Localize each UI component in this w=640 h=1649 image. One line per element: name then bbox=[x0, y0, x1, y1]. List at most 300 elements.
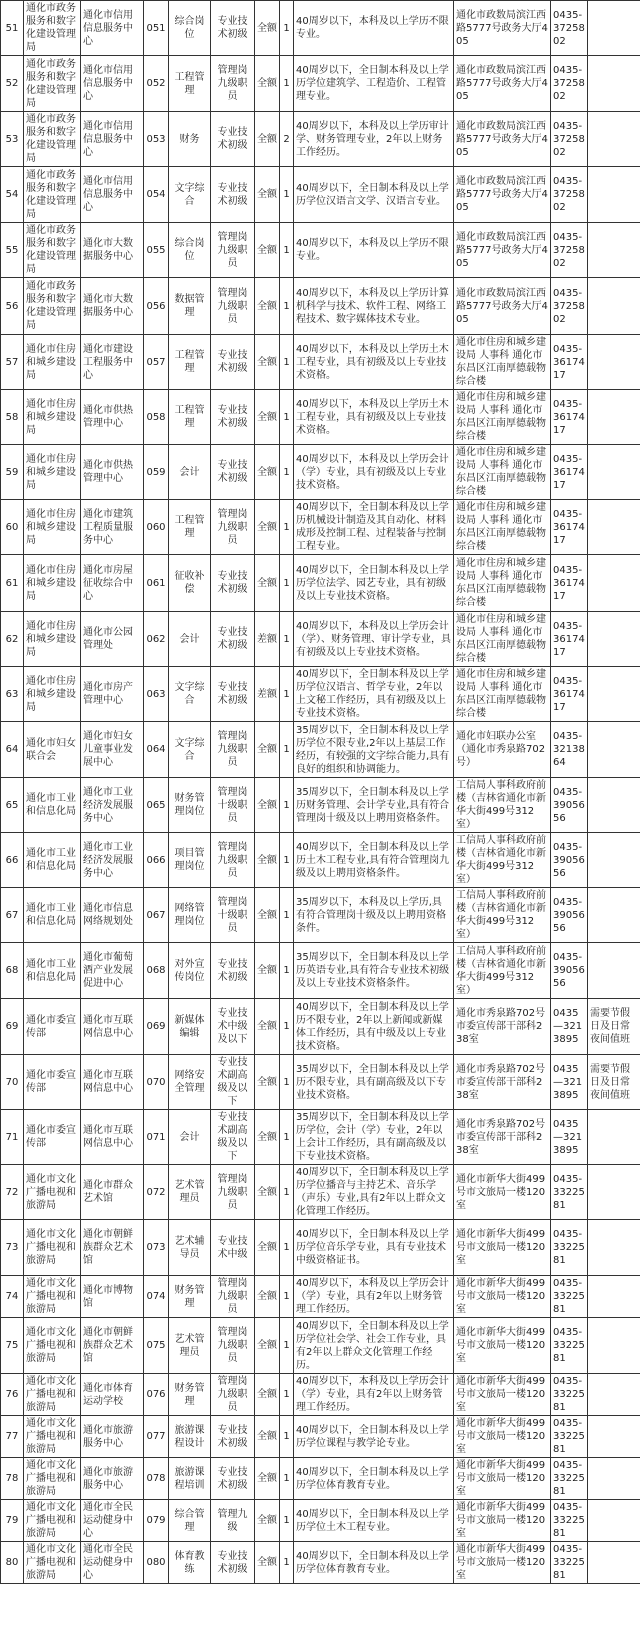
employer-unit: 通化市工业经济发展服务中心 bbox=[81, 833, 144, 888]
post-code: 063 bbox=[144, 667, 169, 722]
requirements: 40周岁以下，全日制本科及以上学历学位播音与主持艺术、音乐学（声乐）专业,具有2年以上群众文化管理工作经历。 bbox=[294, 1165, 454, 1220]
employer-unit: 通化市房屋征收综合中心 bbox=[81, 555, 144, 612]
department: 通化市住房和城乡建设局 bbox=[24, 445, 81, 500]
table-row bbox=[1, 1500, 640, 1542]
department: 通化市委宣传部 bbox=[24, 1055, 81, 1110]
post-type: 专业技术初级 bbox=[211, 1458, 255, 1500]
requirements: 40周岁以下，全日制本科及以上学历学位音乐学专业，具有专业技术中级资格证书。 bbox=[294, 1220, 454, 1276]
post-name: 艺术辅导员 bbox=[169, 1220, 211, 1276]
hire-count: 1 bbox=[280, 1220, 294, 1276]
post-code: 055 bbox=[144, 223, 169, 278]
funding-type: 全额 bbox=[255, 167, 280, 223]
remark bbox=[588, 1220, 640, 1276]
post-code: 067 bbox=[144, 888, 169, 943]
post-type: 管理岗十级职员 bbox=[211, 778, 255, 833]
row-number: 71 bbox=[1, 1110, 24, 1165]
hire-count: 1 bbox=[280, 667, 294, 722]
department: 通化市妇女联合会 bbox=[24, 722, 81, 778]
remark bbox=[588, 1110, 640, 1165]
post-type: 专业技术中级及以下 bbox=[211, 999, 255, 1055]
contact-address: 通化市住房和城乡建设局 人事科 通化市东昌区江南厚德载物综合楼 bbox=[454, 335, 551, 390]
funding-type: 全额 bbox=[255, 500, 280, 555]
contact-address: 通化市住房和城乡建设局 人事科 通化市东昌区江南厚德载物综合楼 bbox=[454, 555, 551, 612]
hire-count: 1 bbox=[280, 1542, 294, 1584]
funding-type: 全额 bbox=[255, 278, 280, 335]
row-number: 57 bbox=[1, 335, 24, 390]
contact-phone: 0435-3617417 bbox=[551, 445, 588, 500]
contact-address: 通化市政数局滨江西路5777号政务大厅405 bbox=[454, 167, 551, 223]
table-row bbox=[1, 278, 640, 335]
hire-count: 1 bbox=[280, 278, 294, 335]
remark: 需要节假日及日常夜间值班 bbox=[588, 999, 640, 1055]
contact-address: 通化市政数局滨江西路5777号政务大厅405 bbox=[454, 1, 551, 56]
post-code: 076 bbox=[144, 1374, 169, 1416]
contact-phone: 0435-3725802 bbox=[551, 223, 588, 278]
post-code: 057 bbox=[144, 335, 169, 390]
contact-address: 通化市新华大街499号市文旅局一楼120室 bbox=[454, 1416, 551, 1458]
employer-unit: 通化市全民运动健身中心 bbox=[81, 1542, 144, 1584]
table-row bbox=[1, 999, 640, 1055]
employer-unit: 通化市信用信息服务中心 bbox=[81, 112, 144, 167]
post-code: 061 bbox=[144, 555, 169, 612]
contact-phone: 0435-3905656 bbox=[551, 833, 588, 888]
post-type: 专业技术初级 bbox=[211, 667, 255, 722]
table-row bbox=[1, 223, 640, 278]
requirements: 40周岁以下，全日制本科及以上学历学位课程与教学论专业。 bbox=[294, 1416, 454, 1458]
post-code: 071 bbox=[144, 1110, 169, 1165]
hire-count: 1 bbox=[280, 888, 294, 943]
contact-phone: 0435-3725802 bbox=[551, 112, 588, 167]
remark bbox=[588, 1542, 640, 1584]
requirements: 35周岁以下，全日制本科及以上学历学位，会计（学）专业，2年以上会计工作经历，具有副高级及以下专业技术资格。 bbox=[294, 1110, 454, 1165]
employer-unit: 通化市大数据服务中心 bbox=[81, 278, 144, 335]
department: 通化市文化广播电视和旅游局 bbox=[24, 1416, 81, 1458]
remark bbox=[588, 445, 640, 500]
hire-count: 1 bbox=[280, 1110, 294, 1165]
table-row bbox=[1, 390, 640, 445]
table-row bbox=[1, 1276, 640, 1318]
requirements: 40周岁以下，全日制本科及以上学历学位体育教育专业。 bbox=[294, 1458, 454, 1500]
requirements: 40周岁以下，本科及以上学历会计（学）专业，具有2年以上财务管理工作经历。 bbox=[294, 1374, 454, 1416]
row-number: 59 bbox=[1, 445, 24, 500]
post-type: 专业技术初级 bbox=[211, 167, 255, 223]
row-number: 61 bbox=[1, 555, 24, 612]
hire-count: 1 bbox=[280, 335, 294, 390]
row-number: 73 bbox=[1, 1220, 24, 1276]
post-code: 060 bbox=[144, 500, 169, 555]
row-number: 70 bbox=[1, 1055, 24, 1110]
contact-address: 通化市政数局滨江西路5777号政务大厅405 bbox=[454, 223, 551, 278]
table-row bbox=[1, 667, 640, 722]
table-row bbox=[1, 500, 640, 555]
table-row bbox=[1, 943, 640, 999]
table-row bbox=[1, 1374, 640, 1416]
contact-phone: 0435-3617417 bbox=[551, 390, 588, 445]
employer-unit: 通化市工业经济发展服务中心 bbox=[81, 778, 144, 833]
hire-count: 1 bbox=[280, 833, 294, 888]
post-type: 管理岗九级职员 bbox=[211, 223, 255, 278]
requirements: 35周岁以下，全日制本科及以上学历英语专业,具有符合专业技术初级及以上专业技术资格条件。 bbox=[294, 943, 454, 999]
post-type: 专业技术初级 bbox=[211, 335, 255, 390]
row-number: 66 bbox=[1, 833, 24, 888]
hire-count: 1 bbox=[280, 1318, 294, 1374]
post-name: 文字综合 bbox=[169, 667, 211, 722]
row-number: 51 bbox=[1, 1, 24, 56]
department: 通化市政务服务和数字化建设管理局 bbox=[24, 223, 81, 278]
post-type: 专业技术初级 bbox=[211, 445, 255, 500]
department: 通化市文化广播电视和旅游局 bbox=[24, 1276, 81, 1318]
post-type: 专业技术中级 bbox=[211, 1220, 255, 1276]
funding-type: 全额 bbox=[255, 1458, 280, 1500]
contact-phone: 0435-3617417 bbox=[551, 500, 588, 555]
contact-phone: 0435-3725802 bbox=[551, 1, 588, 56]
row-number: 60 bbox=[1, 500, 24, 555]
requirements: 40周岁以下，全日制本科及以上学历学位汉语言文学、汉语言专业。 bbox=[294, 167, 454, 223]
remark bbox=[588, 500, 640, 555]
department: 通化市工业和信息化局 bbox=[24, 888, 81, 943]
hire-count: 1 bbox=[280, 1, 294, 56]
table-row bbox=[1, 1416, 640, 1458]
post-code: 054 bbox=[144, 167, 169, 223]
hire-count: 1 bbox=[280, 1374, 294, 1416]
contact-phone: 0435-3905656 bbox=[551, 943, 588, 999]
funding-type: 全额 bbox=[255, 1110, 280, 1165]
table-row bbox=[1, 1542, 640, 1584]
requirements: 40周岁以下，全日制本科及以上学历学位建筑学、工程造价、工程管理专业。 bbox=[294, 56, 454, 112]
employer-unit: 通化市旅游服务中心 bbox=[81, 1416, 144, 1458]
row-number: 65 bbox=[1, 778, 24, 833]
row-number: 53 bbox=[1, 112, 24, 167]
row-number: 63 bbox=[1, 667, 24, 722]
funding-type: 全额 bbox=[255, 1416, 280, 1458]
row-number: 56 bbox=[1, 278, 24, 335]
post-type: 专业技术初级 bbox=[211, 612, 255, 667]
row-number: 64 bbox=[1, 722, 24, 778]
remark bbox=[588, 112, 640, 167]
requirements: 40周岁以下，本科及以上学历会计（学）、财务管理、审计学专业，具有初级及以上专业技术资格。 bbox=[294, 612, 454, 667]
employer-unit: 通化市旅游服务中心 bbox=[81, 1458, 144, 1500]
contact-phone: 0435—3213895 bbox=[551, 1055, 588, 1110]
requirements: 40周岁以下，本科及以上学历会计（学）专业，具有2年以上财务管理工作经历。 bbox=[294, 1276, 454, 1318]
contact-address: 通化市秀泉路702号市委宣传部干部科238室 bbox=[454, 1110, 551, 1165]
hire-count: 1 bbox=[280, 612, 294, 667]
requirements: 40周岁以下，全日制本科及以上学历土木工程专业,具有符合管理岗九级及以上聘用资格条件。 bbox=[294, 833, 454, 888]
post-name: 艺术管理员 bbox=[169, 1165, 211, 1220]
post-type: 管理岗九级职员 bbox=[211, 1318, 255, 1374]
post-code: 068 bbox=[144, 943, 169, 999]
remark bbox=[588, 667, 640, 722]
remark bbox=[588, 943, 640, 999]
post-type: 管理岗九级职员 bbox=[211, 1276, 255, 1318]
post-code: 069 bbox=[144, 999, 169, 1055]
contact-phone: 0435-3322581 bbox=[551, 1500, 588, 1542]
table-row bbox=[1, 1055, 640, 1110]
funding-type: 全额 bbox=[255, 1, 280, 56]
table-row bbox=[1, 1458, 640, 1500]
post-code: 073 bbox=[144, 1220, 169, 1276]
table-row bbox=[1, 555, 640, 612]
contact-address: 通化市住房和城乡建设局 人事科 通化市东昌区江南厚德载物综合楼 bbox=[454, 390, 551, 445]
post-type: 管理岗九级职员 bbox=[211, 833, 255, 888]
hire-count: 1 bbox=[280, 1276, 294, 1318]
remark bbox=[588, 390, 640, 445]
remark bbox=[588, 167, 640, 223]
employer-unit: 通化市信用信息服务中心 bbox=[81, 56, 144, 112]
table-row bbox=[1, 612, 640, 667]
employer-unit: 通化市建筑工程质量服务中心 bbox=[81, 500, 144, 555]
requirements: 40周岁以下，本科及以上学历不限专业。 bbox=[294, 223, 454, 278]
table-row bbox=[1, 722, 640, 778]
contact-phone: 0435-3213864 bbox=[551, 722, 588, 778]
department: 通化市住房和城乡建设局 bbox=[24, 612, 81, 667]
contact-address: 通化市新华大街499号市文旅局一楼120室 bbox=[454, 1220, 551, 1276]
employer-unit: 通化市葡萄酒产业发展促进中心 bbox=[81, 943, 144, 999]
contact-phone: 0435-3322581 bbox=[551, 1220, 588, 1276]
contact-address: 工信局人事科政府前楼（吉林省通化市新华大街499号312室） bbox=[454, 833, 551, 888]
remark bbox=[588, 612, 640, 667]
department: 通化市工业和信息化局 bbox=[24, 833, 81, 888]
department: 通化市委宣传部 bbox=[24, 999, 81, 1055]
post-type: 专业技术初级 bbox=[211, 112, 255, 167]
requirements: 40周岁以下，全日制本科及以上学历学位土木工程专业。 bbox=[294, 1500, 454, 1542]
row-number: 52 bbox=[1, 56, 24, 112]
post-code: 072 bbox=[144, 1165, 169, 1220]
post-name: 财务 bbox=[169, 112, 211, 167]
department: 通化市住房和城乡建设局 bbox=[24, 390, 81, 445]
remark bbox=[588, 1318, 640, 1374]
post-type: 专业技术副高级及以下 bbox=[211, 1055, 255, 1110]
post-code: 056 bbox=[144, 278, 169, 335]
table-row bbox=[1, 1165, 640, 1220]
department: 通化市文化广播电视和旅游局 bbox=[24, 1542, 81, 1584]
post-type: 管理岗九级职员 bbox=[211, 500, 255, 555]
contact-phone: 0435-3322581 bbox=[551, 1542, 588, 1584]
department: 通化市文化广播电视和旅游局 bbox=[24, 1458, 81, 1500]
contact-phone: 0435-3725802 bbox=[551, 278, 588, 335]
contact-phone: 0435-3617417 bbox=[551, 555, 588, 612]
employer-unit: 通化市信息网络规划处 bbox=[81, 888, 144, 943]
department: 通化市文化广播电视和旅游局 bbox=[24, 1220, 81, 1276]
post-name: 财务管理岗位 bbox=[169, 778, 211, 833]
funding-type: 全额 bbox=[255, 56, 280, 112]
employer-unit: 通化市信用信息服务中心 bbox=[81, 167, 144, 223]
post-code: 052 bbox=[144, 56, 169, 112]
department: 通化市住房和城乡建设局 bbox=[24, 335, 81, 390]
post-type: 专业技术初级 bbox=[211, 943, 255, 999]
employer-unit: 通化市互联网信息中心 bbox=[81, 999, 144, 1055]
department: 通化市住房和城乡建设局 bbox=[24, 500, 81, 555]
requirements: 40周岁以下，全日制本科及以上学历学位社会学、社会工作专业，具有2年以上群众文化管理工作经历。 bbox=[294, 1318, 454, 1374]
contact-address: 通化市秀泉路702号市委宣传部干部科238室 bbox=[454, 999, 551, 1055]
funding-type: 全额 bbox=[255, 943, 280, 999]
post-name: 综合岗位 bbox=[169, 223, 211, 278]
funding-type: 全额 bbox=[255, 722, 280, 778]
post-type: 管理岗九级职员 bbox=[211, 278, 255, 335]
funding-type: 全额 bbox=[255, 778, 280, 833]
employer-unit: 通化市互联网信息中心 bbox=[81, 1110, 144, 1165]
contact-phone: 0435-3725802 bbox=[551, 56, 588, 112]
requirements: 40周岁以下，全日制本科及以上学历学位汉语言、哲学专业，2年以上文秘工作经历，具有初级及以上专业技术资格。 bbox=[294, 667, 454, 722]
post-name: 征收补偿 bbox=[169, 555, 211, 612]
remark bbox=[588, 888, 640, 943]
remark bbox=[588, 56, 640, 112]
row-number: 75 bbox=[1, 1318, 24, 1374]
hire-count: 1 bbox=[280, 1055, 294, 1110]
row-number: 76 bbox=[1, 1374, 24, 1416]
post-name: 综合岗位 bbox=[169, 1, 211, 56]
funding-type: 全额 bbox=[255, 445, 280, 500]
post-name: 文字综合 bbox=[169, 167, 211, 223]
table-row bbox=[1, 1, 640, 56]
contact-address: 通化市住房和城乡建设局 人事科 通化市东昌区江南厚德载物综合楼 bbox=[454, 612, 551, 667]
post-type: 专业技术初级 bbox=[211, 555, 255, 612]
post-type: 专业技术副高级及以下 bbox=[211, 1110, 255, 1165]
employer-unit: 通化市朝鲜族群众艺术馆 bbox=[81, 1318, 144, 1374]
table-row bbox=[1, 56, 640, 112]
remark bbox=[588, 335, 640, 390]
funding-type: 差额 bbox=[255, 612, 280, 667]
contact-address: 通化市新华大街499号市文旅局一楼120室 bbox=[454, 1542, 551, 1584]
remark bbox=[588, 833, 640, 888]
requirements: 40周岁以下，全日制本科及以上学历学位法学、园艺专业，具有初级及以上专业技术资格。 bbox=[294, 555, 454, 612]
requirements: 40周岁以下，本科及以上学历审计学、财务管理专业，2年以上财务工作经历。 bbox=[294, 112, 454, 167]
contact-phone: 0435—3213895 bbox=[551, 999, 588, 1055]
post-name: 工程管理 bbox=[169, 500, 211, 555]
contact-address: 通化市政数局滨江西路5777号政务大厅405 bbox=[454, 56, 551, 112]
employer-unit: 通化市公园管理处 bbox=[81, 612, 144, 667]
post-name: 工程管理 bbox=[169, 56, 211, 112]
contact-phone: 0435-3905656 bbox=[551, 888, 588, 943]
post-code: 080 bbox=[144, 1542, 169, 1584]
employer-unit: 通化市供热管理中心 bbox=[81, 390, 144, 445]
funding-type: 全额 bbox=[255, 1318, 280, 1374]
table-row bbox=[1, 167, 640, 223]
contact-phone: 0435-3725802 bbox=[551, 167, 588, 223]
post-type: 管理岗九级职员 bbox=[211, 1165, 255, 1220]
post-name: 会计 bbox=[169, 445, 211, 500]
contact-phone: 0435-3322581 bbox=[551, 1165, 588, 1220]
post-name: 会计 bbox=[169, 1110, 211, 1165]
post-name: 工程管理 bbox=[169, 335, 211, 390]
contact-address: 通化市新华大街499号市文旅局一楼120室 bbox=[454, 1458, 551, 1500]
post-name: 数据管理 bbox=[169, 278, 211, 335]
requirements: 40周岁以下，全日制本科及以上学历不限专业，2年以上新闻或新媒体工作经历，具有中级及以上专业技术资格。 bbox=[294, 999, 454, 1055]
post-name: 旅游课程设计 bbox=[169, 1416, 211, 1458]
post-name: 项目管理岗位 bbox=[169, 833, 211, 888]
contact-address: 通化市新华大街499号市文旅局一楼120室 bbox=[454, 1374, 551, 1416]
remark bbox=[588, 223, 640, 278]
contact-address: 通化市妇联办公室（通化市秀泉路702号） bbox=[454, 722, 551, 778]
remark bbox=[588, 555, 640, 612]
hire-count: 1 bbox=[280, 1458, 294, 1500]
funding-type: 全额 bbox=[255, 1276, 280, 1318]
row-number: 68 bbox=[1, 943, 24, 999]
department: 通化市工业和信息化局 bbox=[24, 778, 81, 833]
remark bbox=[588, 1, 640, 56]
requirements: 40周岁以下，本科及以上学历土木工程专业，具有初级及以上专业技术资格。 bbox=[294, 335, 454, 390]
hire-count: 1 bbox=[280, 56, 294, 112]
funding-type: 全额 bbox=[255, 1542, 280, 1584]
contact-address: 工信局人事科政府前楼（吉林省通化市新华大街499号312室） bbox=[454, 943, 551, 999]
funding-type: 全额 bbox=[255, 223, 280, 278]
post-code: 066 bbox=[144, 833, 169, 888]
contact-phone: 0435-3322581 bbox=[551, 1318, 588, 1374]
row-number: 58 bbox=[1, 390, 24, 445]
hire-count: 1 bbox=[280, 390, 294, 445]
post-type: 专业技术初级 bbox=[211, 390, 255, 445]
requirements: 40周岁以下，本科及以上学历计算机科学与技术、软件工程、网络工程技术、数字媒体技术专业。 bbox=[294, 278, 454, 335]
department: 通化市工业和信息化局 bbox=[24, 943, 81, 999]
post-name: 对外宣传岗位 bbox=[169, 943, 211, 999]
hire-count: 1 bbox=[280, 999, 294, 1055]
contact-address: 通化市政数局滨江西路5777号政务大厅405 bbox=[454, 278, 551, 335]
contact-address: 通化市新华大街499号市文旅局一楼120室 bbox=[454, 1165, 551, 1220]
department: 通化市政务服务和数字化建设管理局 bbox=[24, 112, 81, 167]
department: 通化市文化广播电视和旅游局 bbox=[24, 1318, 81, 1374]
funding-type: 全额 bbox=[255, 1374, 280, 1416]
post-code: 064 bbox=[144, 722, 169, 778]
requirements: 35周岁以下，全日制本科及以上学历学位不限专业,2年以上基层工作经历，有较强的文字综合能力,具有良好的组织和协调能力。 bbox=[294, 722, 454, 778]
funding-type: 全额 bbox=[255, 1055, 280, 1110]
contact-address: 工信局人事科政府前楼（吉林省通化市新华大街499号312室） bbox=[454, 778, 551, 833]
contact-phone: 0435-3905656 bbox=[551, 778, 588, 833]
funding-type: 全额 bbox=[255, 1165, 280, 1220]
table-row bbox=[1, 1110, 640, 1165]
department: 通化市住房和城乡建设局 bbox=[24, 667, 81, 722]
remark bbox=[588, 1458, 640, 1500]
post-code: 074 bbox=[144, 1276, 169, 1318]
department: 通化市政务服务和数字化建设管理局 bbox=[24, 1, 81, 56]
department: 通化市住房和城乡建设局 bbox=[24, 555, 81, 612]
requirements: 35周岁以下，全日制本科及以上学历不限专业，具有副高级及以下专业技术资格。 bbox=[294, 1055, 454, 1110]
employer-unit: 通化市建设工程服务中心 bbox=[81, 335, 144, 390]
contact-phone: 0435-3617417 bbox=[551, 335, 588, 390]
hire-count: 1 bbox=[280, 1500, 294, 1542]
requirements: 35周岁以下，全日制本科及以上学历财务管理、会计学专业,具有符合管理岗十级及以上聘用资格条件。 bbox=[294, 778, 454, 833]
hire-count: 1 bbox=[280, 445, 294, 500]
funding-type: 全额 bbox=[255, 888, 280, 943]
row-number: 54 bbox=[1, 167, 24, 223]
department: 通化市政务服务和数字化建设管理局 bbox=[24, 56, 81, 112]
contact-address: 通化市新华大街499号市文旅局一楼120室 bbox=[454, 1276, 551, 1318]
post-code: 070 bbox=[144, 1055, 169, 1110]
post-name: 综合管理 bbox=[169, 1500, 211, 1542]
contact-address: 工信局人事科政府前楼（吉林省通化市新华大街499号312室） bbox=[454, 888, 551, 943]
remark bbox=[588, 1276, 640, 1318]
post-name: 财务管理 bbox=[169, 1276, 211, 1318]
contact-phone: 0435-3322581 bbox=[551, 1458, 588, 1500]
remark bbox=[588, 1500, 640, 1542]
post-name: 网络管理岗位 bbox=[169, 888, 211, 943]
post-type: 管理九级 bbox=[211, 1500, 255, 1542]
table-row bbox=[1, 778, 640, 833]
contact-phone: 0435-3322581 bbox=[551, 1416, 588, 1458]
contact-phone: 0435-3617417 bbox=[551, 667, 588, 722]
requirements: 40周岁以下，全日制本科及以上学历机械设计制造及其自动化、材料成形及控制工程、过程装备与控制工程专业。 bbox=[294, 500, 454, 555]
table-row bbox=[1, 888, 640, 943]
row-number: 62 bbox=[1, 612, 24, 667]
department: 通化市文化广播电视和旅游局 bbox=[24, 1165, 81, 1220]
hire-count: 1 bbox=[280, 167, 294, 223]
post-name: 财务管理 bbox=[169, 1374, 211, 1416]
employer-unit: 通化市大数据服务中心 bbox=[81, 223, 144, 278]
hire-count: 1 bbox=[280, 555, 294, 612]
remark bbox=[588, 722, 640, 778]
post-code: 053 bbox=[144, 112, 169, 167]
remark bbox=[588, 1416, 640, 1458]
contact-address: 通化市政数局滨江西路5777号政务大厅405 bbox=[454, 112, 551, 167]
post-code: 075 bbox=[144, 1318, 169, 1374]
